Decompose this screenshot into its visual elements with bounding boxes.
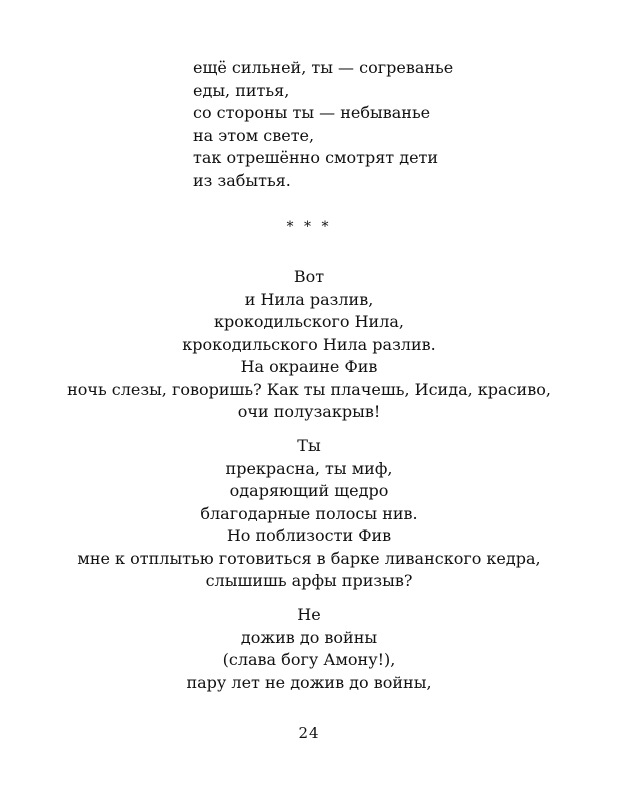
poem-line: пару лет не дожив до войны,: [186, 672, 432, 692]
poem-line: и Нила разлив,: [244, 289, 374, 309]
poem-line: (слава богу Амону!),: [222, 650, 396, 669]
poem-line: мне к отплытью готовиться в барке ливанского кедра,: [77, 548, 541, 568]
poem-ending-stanza: [193, 57, 453, 192]
poem-line: ещё сильней, ты — согреванье: [193, 58, 454, 77]
poem-line: так отрешённо смотрят дети: [193, 148, 439, 167]
poem-line: со стороны ты — небыванье: [193, 103, 431, 122]
poem-line: из забытья.: [193, 170, 291, 190]
poem-line: Но поблизости Фив: [226, 526, 392, 545]
poem-line: на этом свете,: [193, 125, 315, 145]
poem-stanza-1: [0, 266, 618, 424]
poem-line: Ты: [297, 436, 321, 455]
poem-line: еды, питья,: [193, 80, 290, 100]
section-separator: * * *: [286, 219, 332, 235]
poem-line: одаряющий щедро: [229, 481, 389, 500]
poem-stanza-3: [0, 604, 618, 694]
poem-line: Не: [297, 605, 321, 624]
poem-line: очи полузакрыв!: [237, 402, 381, 421]
poem-line: На окраине Фив: [240, 357, 378, 376]
poem-line: крокодильского Нила разлив.: [182, 334, 436, 354]
poem-line: слышишь арфы призыв?: [205, 571, 413, 590]
poem-line: крокодильского Нила,: [214, 312, 404, 331]
page-number: 24: [298, 724, 320, 742]
poem-line: прекрасна, ты миф,: [225, 458, 393, 478]
poem-line: дожив до войны: [240, 627, 378, 647]
poem-line: благодарные полосы нив.: [200, 503, 418, 523]
poem-line: ночь слезы, говоришь? Как ты плачешь, Исида, красиво,: [67, 379, 551, 399]
poem-stanza-2: [0, 435, 618, 593]
poem-line: Вот: [293, 267, 325, 286]
